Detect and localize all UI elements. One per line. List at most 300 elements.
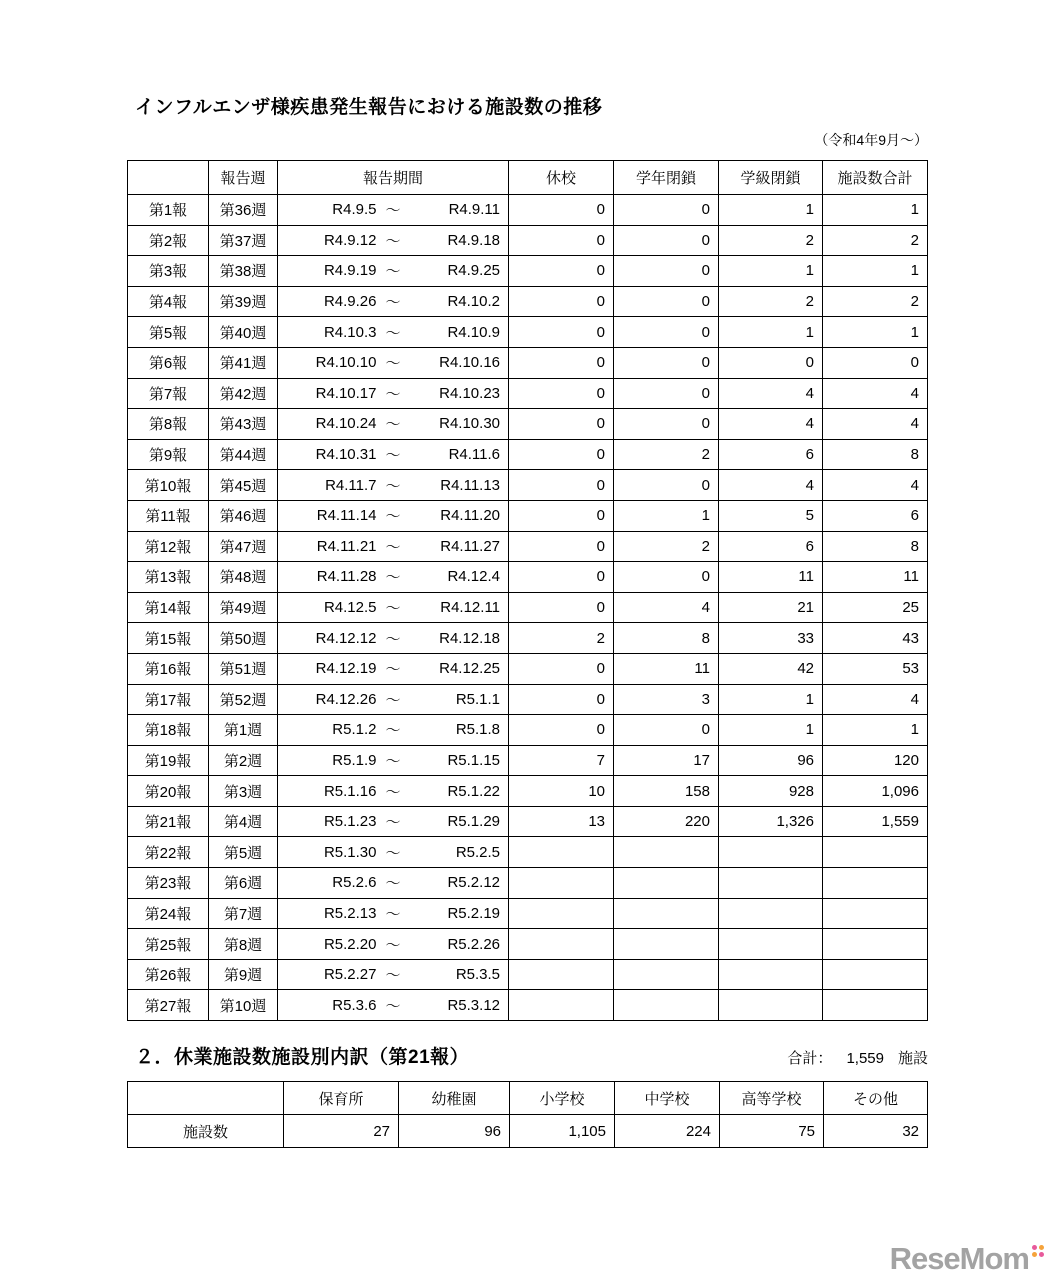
period-start: R5.1.30 xyxy=(323,843,377,861)
report-week: 第49週 xyxy=(208,593,277,623)
period-tilde: ～ xyxy=(385,477,401,495)
class-closure-count: 96 xyxy=(718,746,822,776)
resemom-logo-dots-icon xyxy=(1032,1245,1044,1257)
report-row xyxy=(128,255,927,286)
report-no: 第9報 xyxy=(148,447,188,465)
period-tilde: ～ xyxy=(385,202,401,220)
period-tilde: ～ xyxy=(385,905,401,923)
grade-closure-count: 11 xyxy=(613,654,718,684)
report-row xyxy=(128,408,927,439)
facility-total-count: 25 xyxy=(822,593,927,623)
report-no: 第4報 xyxy=(148,294,188,312)
period-start: R4.9.26 xyxy=(323,293,377,311)
header-facility-total: 施設数合計 xyxy=(822,161,927,194)
period-end: R5.1.1 xyxy=(455,690,501,708)
grade-closure-count: 0 xyxy=(613,470,718,500)
grade-closure-count: 2 xyxy=(613,532,718,562)
class-closure-count: 1 xyxy=(718,685,822,715)
report-week: 第5週 xyxy=(208,837,277,867)
period-end: R5.1.29 xyxy=(447,813,501,831)
period-tilde: ～ xyxy=(385,355,401,373)
period-tilde: ～ xyxy=(385,294,401,312)
class-closure-count: 1 xyxy=(718,317,822,347)
report-no: 第19報 xyxy=(144,752,192,770)
report-row xyxy=(128,622,927,653)
report-no: 第15報 xyxy=(144,630,192,648)
class-closure-count: 6 xyxy=(718,532,822,562)
breakdown-kindergarten-count: 96 xyxy=(398,1115,509,1147)
school-closure-count: 0 xyxy=(508,379,613,409)
breakdown-highschool-count: 75 xyxy=(719,1115,823,1147)
period-tilde: ～ xyxy=(385,722,401,740)
period-tilde: ～ xyxy=(385,630,401,648)
period-tilde: ～ xyxy=(385,416,401,434)
report-row xyxy=(128,684,927,715)
report-period xyxy=(277,746,508,776)
breakdown-header-kindergarten: 幼稚園 xyxy=(398,1082,509,1114)
period-tilde: ～ xyxy=(385,263,401,281)
report-period xyxy=(277,287,508,317)
period-end: R5.2.12 xyxy=(447,874,501,892)
grade-closure-count: 0 xyxy=(613,715,718,745)
period-end: R5.1.15 xyxy=(447,751,501,769)
class-closure-count: 11 xyxy=(718,562,822,592)
period-start: R5.2.6 xyxy=(332,874,377,892)
period-end: R4.9.25 xyxy=(447,262,501,280)
report-no: 第24報 xyxy=(144,905,192,923)
report-row xyxy=(128,225,927,256)
period-tilde: ～ xyxy=(385,324,401,342)
period-start: R4.10.31 xyxy=(315,446,377,464)
report-no: 第20報 xyxy=(144,783,192,801)
period-tilde: ～ xyxy=(385,814,401,832)
school-closure-count: 0 xyxy=(508,287,613,317)
period-end: R4.10.16 xyxy=(439,354,501,372)
school-closure-count: 0 xyxy=(508,348,613,378)
class-closure-count: 4 xyxy=(718,409,822,439)
report-week: 第43週 xyxy=(208,409,277,439)
breakdown-juniorhigh-count: 224 xyxy=(614,1115,719,1147)
report-week: 第44週 xyxy=(208,440,277,470)
period-start: R5.3.6 xyxy=(332,996,377,1014)
school-closure-count: 7 xyxy=(508,746,613,776)
report-row xyxy=(128,959,927,990)
header-report-no xyxy=(128,161,208,194)
report-no: 第27報 xyxy=(144,997,192,1015)
facility-total-count: 4 xyxy=(822,379,927,409)
report-no: 第12報 xyxy=(144,538,192,556)
period-start: R4.12.12 xyxy=(315,629,377,647)
facility-total-count xyxy=(822,960,927,990)
school-closure-count xyxy=(508,899,613,929)
report-week: 第36週 xyxy=(208,195,277,225)
school-closure-count xyxy=(508,990,613,1020)
report-no: 第22報 xyxy=(144,844,192,862)
school-closure-count xyxy=(508,837,613,867)
report-no: 第11報 xyxy=(145,508,191,526)
class-closure-count xyxy=(718,929,822,959)
facility-total-count xyxy=(822,837,927,867)
facility-total-count: 0 xyxy=(822,348,927,378)
school-closure-count: 0 xyxy=(508,440,613,470)
grade-closure-count xyxy=(613,990,718,1020)
period-tilde: ～ xyxy=(385,661,401,679)
period-end: R4.9.18 xyxy=(447,231,501,249)
period-start: R4.11.14 xyxy=(316,507,377,525)
breakdown-header-other: その他 xyxy=(823,1082,927,1114)
breakdown-table xyxy=(127,1081,928,1148)
main-table-rows xyxy=(128,194,927,1020)
breakdown-header-highschool: 高等学校 xyxy=(719,1082,823,1114)
total-unit: 施設 xyxy=(897,1050,928,1067)
report-period xyxy=(277,379,508,409)
report-no: 第5報 xyxy=(148,324,188,342)
class-closure-count xyxy=(718,899,822,929)
report-week: 第6週 xyxy=(208,868,277,898)
report-row xyxy=(128,928,927,959)
facility-total-count: 53 xyxy=(822,654,927,684)
report-week: 第38週 xyxy=(208,256,277,286)
report-week: 第3週 xyxy=(208,776,277,806)
grade-closure-count: 2 xyxy=(613,440,718,470)
school-closure-count xyxy=(508,960,613,990)
report-period xyxy=(277,562,508,592)
section2-total xyxy=(787,1047,928,1068)
breakdown-header-row xyxy=(128,1082,927,1114)
grade-closure-count: 0 xyxy=(613,562,718,592)
report-no: 第1報 xyxy=(148,202,188,220)
period-tilde: ～ xyxy=(385,875,401,893)
period-tilde: ～ xyxy=(385,691,401,709)
report-week: 第1週 xyxy=(208,715,277,745)
report-row xyxy=(128,286,927,317)
grade-closure-count: 17 xyxy=(613,746,718,776)
report-week: 第46週 xyxy=(208,501,277,531)
report-week: 第47週 xyxy=(208,532,277,562)
report-period xyxy=(277,960,508,990)
period-start: R5.2.20 xyxy=(323,935,377,953)
school-closure-count: 0 xyxy=(508,195,613,225)
period-start: R4.10.3 xyxy=(323,323,377,341)
header-school-closure: 休校 xyxy=(508,161,613,194)
period-tilde: ～ xyxy=(385,508,401,526)
period-start: R4.12.19 xyxy=(315,660,377,678)
class-closure-count: 1 xyxy=(718,715,822,745)
period-start: R4.10.17 xyxy=(315,384,377,402)
class-closure-count: 0 xyxy=(718,348,822,378)
report-no: 第23報 xyxy=(144,875,192,893)
grade-closure-count: 1 xyxy=(613,501,718,531)
facility-total-count: 2 xyxy=(822,287,927,317)
period-start: R4.9.12 xyxy=(323,231,377,249)
report-period xyxy=(277,654,508,684)
report-period xyxy=(277,348,508,378)
report-no: 第16報 xyxy=(144,661,192,679)
period-end: R5.1.8 xyxy=(455,721,501,739)
breakdown-other-count: 32 xyxy=(823,1115,927,1147)
class-closure-count: 21 xyxy=(718,593,822,623)
report-row xyxy=(128,745,927,776)
report-no: 第18報 xyxy=(144,722,192,740)
period-end: R4.10.23 xyxy=(439,384,501,402)
report-week: 第48週 xyxy=(208,562,277,592)
report-period xyxy=(277,409,508,439)
facility-total-count: 1,559 xyxy=(822,807,927,837)
grade-closure-count: 0 xyxy=(613,317,718,347)
report-period xyxy=(277,501,508,531)
period-start: R4.11.28 xyxy=(316,568,377,586)
report-row xyxy=(128,714,927,745)
facility-total-count: 1 xyxy=(822,317,927,347)
grade-closure-count: 158 xyxy=(613,776,718,806)
facility-total-count: 8 xyxy=(822,532,927,562)
period-start: R4.12.26 xyxy=(315,690,377,708)
facility-total-count xyxy=(822,990,927,1020)
report-week: 第52週 xyxy=(208,685,277,715)
report-row xyxy=(128,378,927,409)
period-start: R5.1.9 xyxy=(332,751,377,769)
report-period xyxy=(277,256,508,286)
class-closure-count: 4 xyxy=(718,379,822,409)
period-end: R5.3.5 xyxy=(455,966,501,984)
facility-total-count: 1 xyxy=(822,195,927,225)
grade-closure-count xyxy=(613,929,718,959)
report-week: 第10週 xyxy=(208,990,277,1020)
report-period xyxy=(277,776,508,806)
school-closure-count: 0 xyxy=(508,256,613,286)
report-week: 第50週 xyxy=(208,623,277,653)
grade-closure-count xyxy=(613,960,718,990)
grade-closure-count: 0 xyxy=(613,287,718,317)
report-period xyxy=(277,470,508,500)
report-no: 第10報 xyxy=(144,477,192,495)
facility-total-count: 4 xyxy=(822,470,927,500)
school-closure-count xyxy=(508,868,613,898)
class-closure-count: 4 xyxy=(718,470,822,500)
resemom-logo xyxy=(890,1243,1044,1274)
breakdown-header-blank xyxy=(128,1082,283,1114)
report-week: 第42週 xyxy=(208,379,277,409)
report-no: 第14報 xyxy=(144,600,192,618)
period-end: R4.9.11 xyxy=(448,201,501,219)
period-end: R4.12.25 xyxy=(439,660,501,678)
report-row xyxy=(128,867,927,898)
period-start: R5.2.13 xyxy=(323,904,377,922)
report-row xyxy=(128,439,927,470)
period-start: R5.1.23 xyxy=(323,813,377,831)
report-row xyxy=(128,653,927,684)
report-period xyxy=(277,623,508,653)
period-start: R5.1.2 xyxy=(332,721,377,739)
grade-closure-count xyxy=(613,899,718,929)
breakdown-row-label: 施設数 xyxy=(182,1123,228,1141)
facility-total-count xyxy=(822,899,927,929)
period-end: R4.12.11 xyxy=(440,599,501,617)
report-period xyxy=(277,899,508,929)
report-row xyxy=(128,592,927,623)
period-start: R4.10.10 xyxy=(315,354,377,372)
class-closure-count: 928 xyxy=(718,776,822,806)
facility-total-count: 4 xyxy=(822,685,927,715)
class-closure-count: 33 xyxy=(718,623,822,653)
period-end: R4.12.18 xyxy=(439,629,501,647)
facility-total-count: 1,096 xyxy=(822,776,927,806)
school-closure-count: 2 xyxy=(508,623,613,653)
report-no: 第13報 xyxy=(144,569,192,587)
period-start: R5.1.16 xyxy=(323,782,377,800)
report-row xyxy=(128,469,927,500)
report-row xyxy=(128,561,927,592)
report-row xyxy=(128,194,927,225)
class-closure-count: 42 xyxy=(718,654,822,684)
class-closure-count: 6 xyxy=(718,440,822,470)
period-end: R4.11.27 xyxy=(440,537,501,555)
report-week: 第2週 xyxy=(208,746,277,776)
class-closure-count: 2 xyxy=(718,226,822,256)
period-tilde: ～ xyxy=(385,447,401,465)
grade-closure-count: 0 xyxy=(613,409,718,439)
facility-total-count: 11 xyxy=(822,562,927,592)
period-end: R5.2.26 xyxy=(447,935,501,953)
period-tilde: ～ xyxy=(385,385,401,403)
school-closure-count: 0 xyxy=(508,593,613,623)
report-week: 第40週 xyxy=(208,317,277,347)
period-end: R4.12.4 xyxy=(447,568,501,586)
facility-total-count: 1 xyxy=(822,715,927,745)
period-end: R5.1.22 xyxy=(447,782,501,800)
report-no: 第25報 xyxy=(144,936,192,954)
report-no: 第3報 xyxy=(148,263,188,281)
report-row xyxy=(128,775,927,806)
report-no: 第21報 xyxy=(144,814,192,832)
report-week: 第45週 xyxy=(208,470,277,500)
class-closure-count: 1 xyxy=(718,195,822,225)
report-period xyxy=(277,837,508,867)
report-period xyxy=(277,195,508,225)
school-closure-count: 0 xyxy=(508,685,613,715)
report-period xyxy=(277,715,508,745)
main-table-header-row xyxy=(128,161,927,194)
report-period xyxy=(277,593,508,623)
period-end: R5.2.5 xyxy=(455,843,501,861)
breakdown-value-row xyxy=(128,1114,927,1147)
report-row xyxy=(128,898,927,929)
class-closure-count: 5 xyxy=(718,501,822,531)
school-closure-count: 13 xyxy=(508,807,613,837)
report-week: 第37週 xyxy=(208,226,277,256)
page-title: インフルエンザ様疾患発生報告における施設数の推移 xyxy=(135,97,603,118)
breakdown-nursery-count: 27 xyxy=(283,1115,398,1147)
header-report-period: 報告期間 xyxy=(277,161,508,194)
report-week: 第4週 xyxy=(208,807,277,837)
report-row xyxy=(128,836,927,867)
school-closure-count: 0 xyxy=(508,562,613,592)
grade-closure-count: 0 xyxy=(613,379,718,409)
breakdown-header-elementary: 小学校 xyxy=(509,1082,614,1114)
header-report-week: 報告週 xyxy=(208,161,277,194)
grade-closure-count: 0 xyxy=(613,348,718,378)
report-week: 第7週 xyxy=(208,899,277,929)
report-week: 第8週 xyxy=(208,929,277,959)
period-end: R5.2.19 xyxy=(447,904,501,922)
main-table xyxy=(127,160,928,1021)
grade-closure-count: 0 xyxy=(613,195,718,225)
period-end: R4.11.13 xyxy=(440,476,501,494)
grade-closure-count: 0 xyxy=(613,256,718,286)
grade-closure-count: 220 xyxy=(613,807,718,837)
grade-closure-count xyxy=(613,837,718,867)
report-week: 第39週 xyxy=(208,287,277,317)
period-tilde: ～ xyxy=(385,232,401,250)
report-no: 第8報 xyxy=(148,416,188,434)
class-closure-count: 1 xyxy=(718,256,822,286)
report-period xyxy=(277,317,508,347)
period-end: R4.10.2 xyxy=(447,293,501,311)
facility-total-count: 1 xyxy=(822,256,927,286)
school-closure-count: 0 xyxy=(508,532,613,562)
school-closure-count: 0 xyxy=(508,226,613,256)
report-no: 第17報 xyxy=(144,691,192,709)
school-closure-count: 0 xyxy=(508,409,613,439)
school-closure-count: 0 xyxy=(508,501,613,531)
period-tilde: ～ xyxy=(385,997,401,1015)
total-value: 1,559 xyxy=(846,1050,884,1067)
period-tilde: ～ xyxy=(385,844,401,862)
facility-total-count: 6 xyxy=(822,501,927,531)
report-period xyxy=(277,440,508,470)
period-start: R4.11.21 xyxy=(316,537,377,555)
report-row xyxy=(128,347,927,378)
school-closure-count: 0 xyxy=(508,470,613,500)
school-closure-count xyxy=(508,929,613,959)
grade-closure-count: 3 xyxy=(613,685,718,715)
period-tilde: ～ xyxy=(385,967,401,985)
school-closure-count: 0 xyxy=(508,654,613,684)
report-period xyxy=(277,532,508,562)
facility-total-count: 4 xyxy=(822,409,927,439)
facility-total-count xyxy=(822,868,927,898)
class-closure-count: 2 xyxy=(718,287,822,317)
report-period xyxy=(277,807,508,837)
period-end: R4.11.20 xyxy=(440,507,501,525)
facility-total-count: 2 xyxy=(822,226,927,256)
header-grade-closure: 学年閉鎖 xyxy=(613,161,718,194)
period-start: R4.10.24 xyxy=(315,415,377,433)
report-period xyxy=(277,226,508,256)
total-label: 合計： xyxy=(787,1050,833,1067)
school-closure-count: 0 xyxy=(508,317,613,347)
class-closure-count xyxy=(718,868,822,898)
breakdown-elementary-count: 1,105 xyxy=(509,1115,614,1147)
grade-closure-count: 0 xyxy=(613,226,718,256)
period-tilde: ～ xyxy=(385,783,401,801)
breakdown-header-juniorhigh: 中学校 xyxy=(614,1082,719,1114)
report-no: 第2報 xyxy=(148,232,188,250)
period-start: R4.9.19 xyxy=(323,262,377,280)
period-tilde: ～ xyxy=(385,752,401,770)
period-tilde: ～ xyxy=(385,936,401,954)
period-start: R4.9.5 xyxy=(332,201,377,219)
report-period xyxy=(277,685,508,715)
facility-total-count: 120 xyxy=(822,746,927,776)
period-end: R4.10.30 xyxy=(439,415,501,433)
facility-total-count: 8 xyxy=(822,440,927,470)
report-row xyxy=(128,531,927,562)
period-tilde: ～ xyxy=(385,538,401,556)
report-no: 第26報 xyxy=(144,967,192,985)
resemom-logo-text: ReseMom xyxy=(889,1241,1029,1276)
facility-total-count xyxy=(822,929,927,959)
